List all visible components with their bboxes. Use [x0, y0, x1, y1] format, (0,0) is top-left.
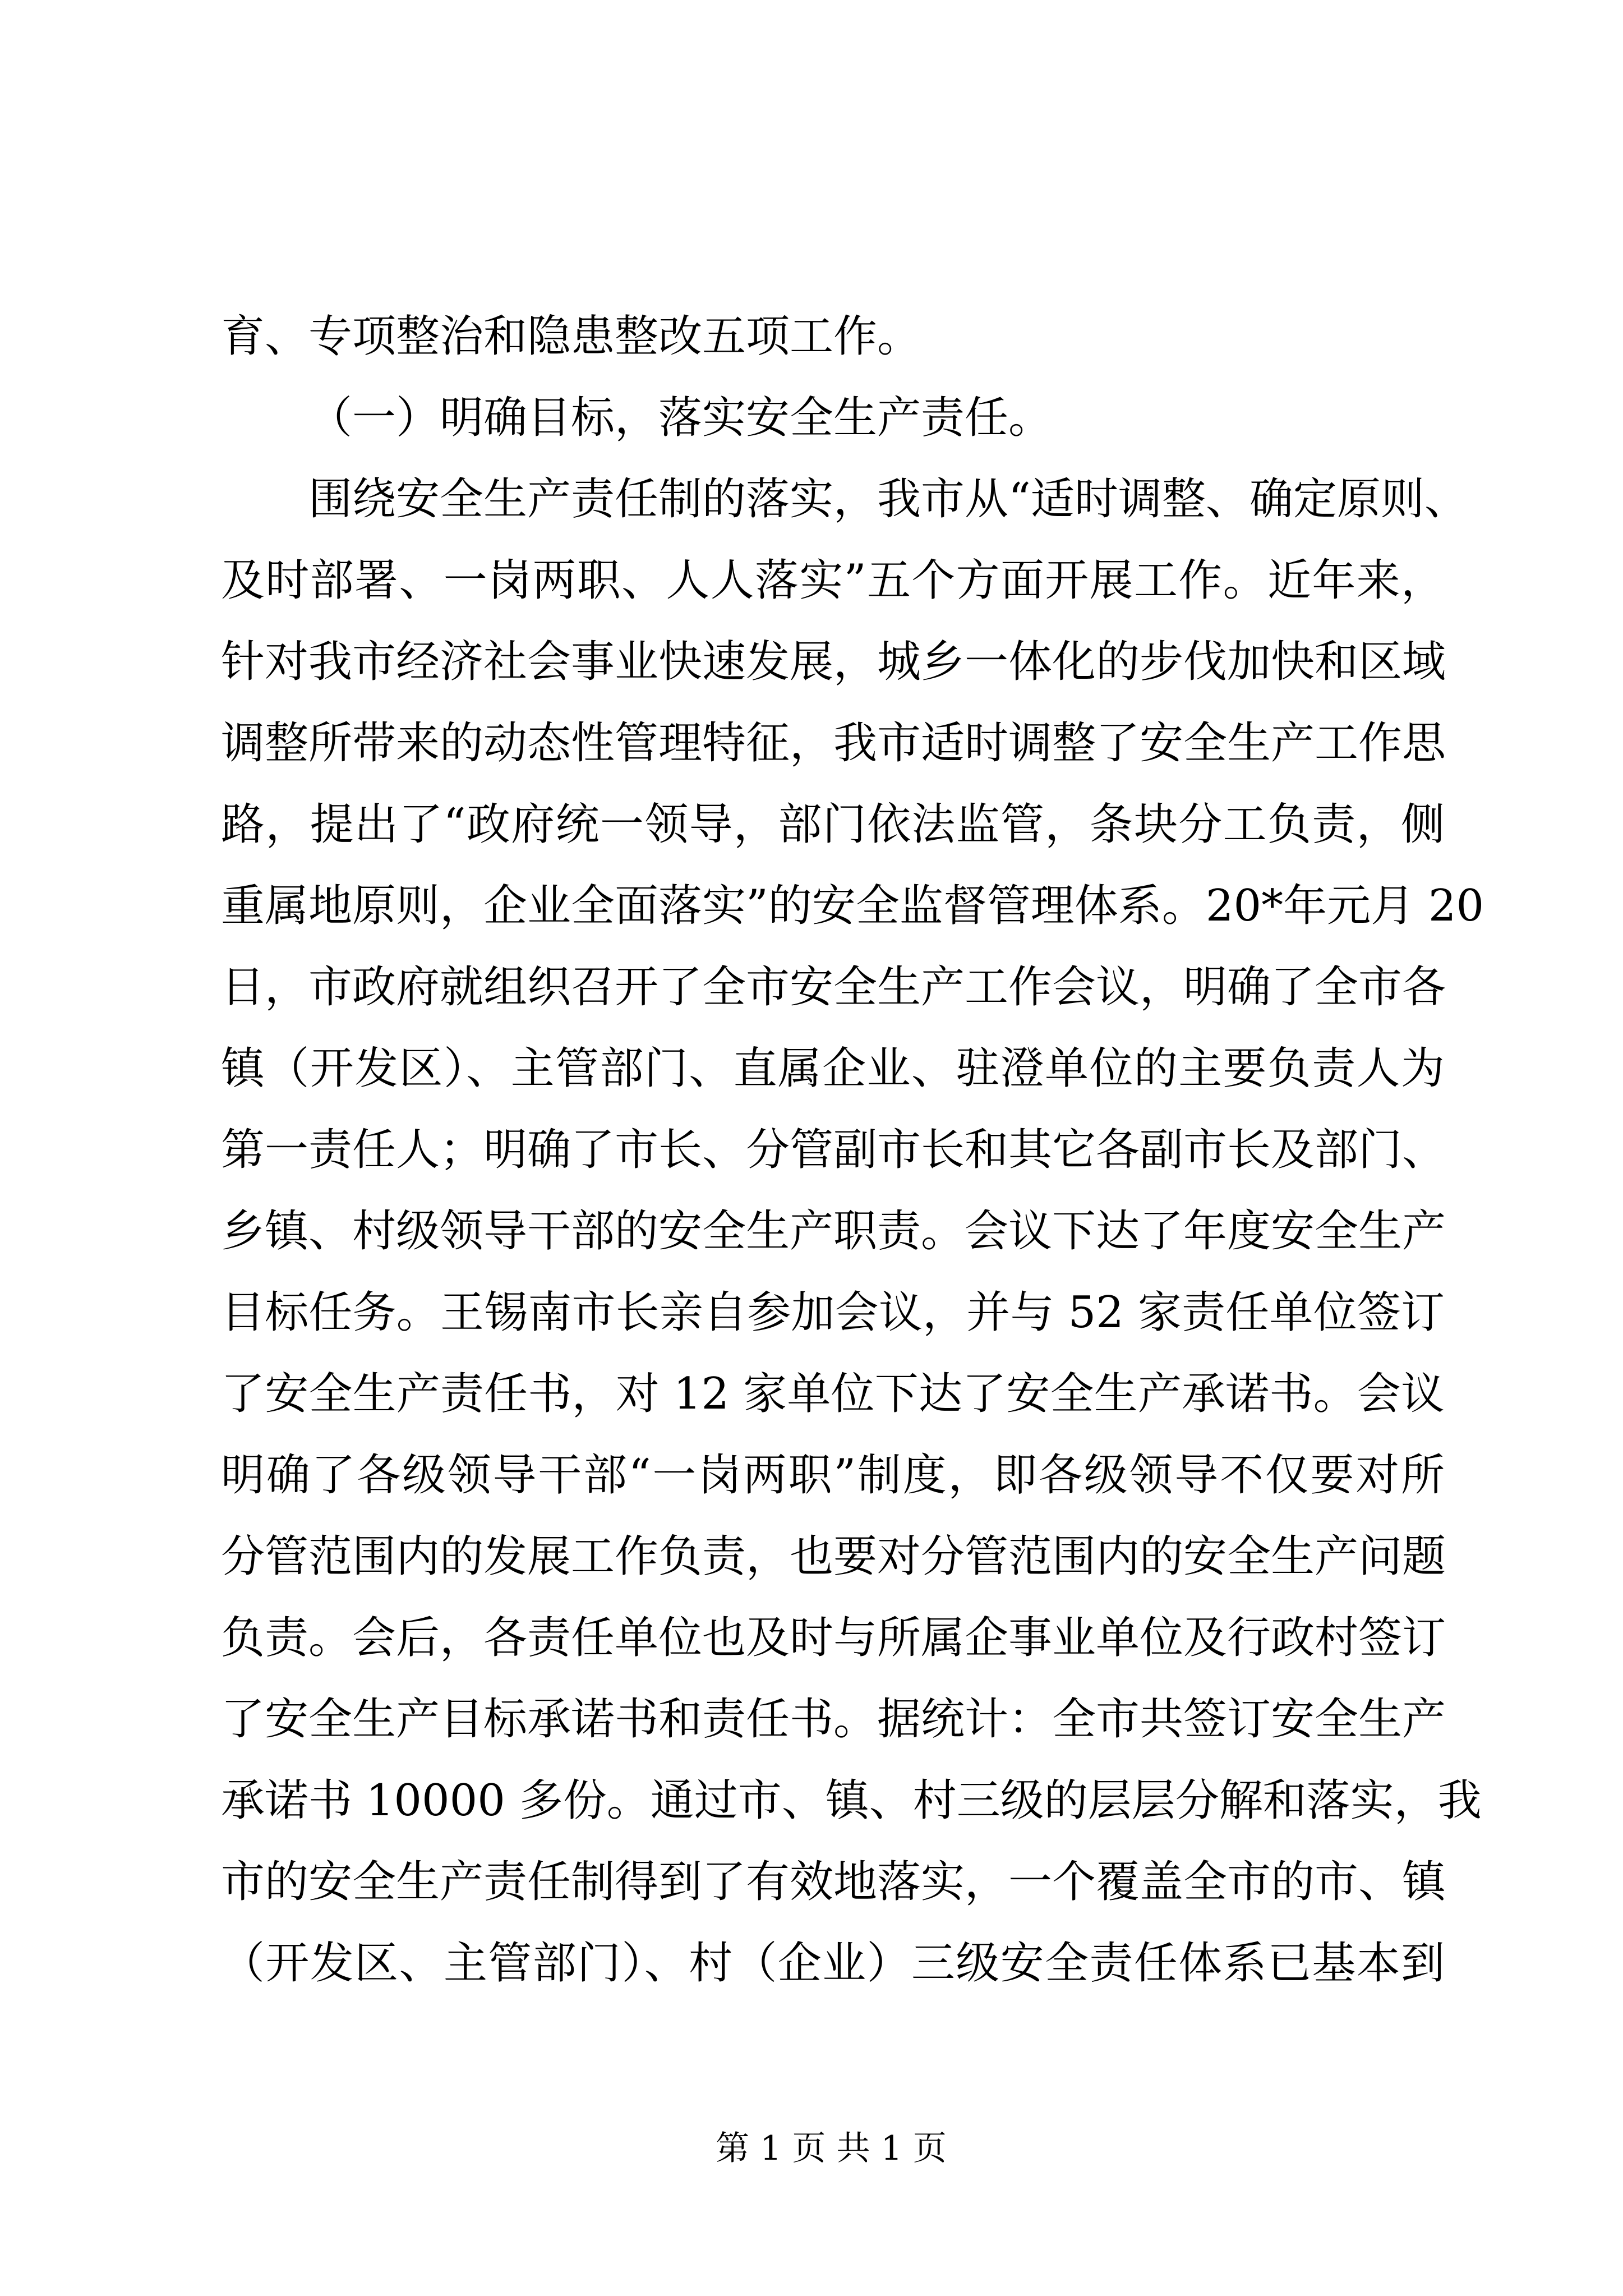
text-line: 镇（开发区）、主管部门、直属企业、驻澄单位的主要负责人为 [221, 1043, 1445, 1094]
text-line: 围绕安全生产责任制的落实，我市从“适时调整、确定原则、 [308, 474, 1468, 524]
section-heading: （一）明确目标，落实安全生产责任。 [308, 393, 1053, 443]
text-line: 乡镇、村级领导干部的安全生产职责。会议下达了年度安全生产 [221, 1206, 1446, 1257]
text-line: 明确了各级领导干部“一岗两职”制度，即各级领导不仅要对所 [221, 1450, 1445, 1501]
text-line: 日，市政府就组织召开了全市安全生产工作会议，明确了全市各 [221, 962, 1446, 1013]
text-line: 目标任务。王锡南市长亲自参加会议，并与 52 家责任单位签订 [221, 1287, 1445, 1338]
text-line: （开发区、主管部门）、村（企业）三级安全责任体系已基本到 [221, 1938, 1445, 1989]
text-line: 了安全生产目标承诺书和责任书。据统计：全市共签订安全生产 [221, 1694, 1446, 1745]
text-line: 育、专项整治和隐患整改五项工作。 [221, 311, 921, 362]
text-line: 了安全生产责任书，对 12 家单位下达了安全生产承诺书。会议 [221, 1369, 1445, 1419]
page-number-footer: 第 1 页 共 1 页 [716, 2129, 947, 2168]
text-line: 负责。会后，各责任单位也及时与所属企事业单位及行政村签订 [221, 1613, 1446, 1663]
text-line: 针对我市经济社会事业快速发展，城乡一体化的步伐加快和区域 [221, 637, 1446, 687]
document-body [221, 296, 1484, 2004]
text-line: 第一责任人；明确了市长、分管副市长和其它各副市长及部门、 [221, 1125, 1446, 1175]
text-line: 市的安全生产责任制得到了有效地落实，一个覆盖全市的市、镇 [221, 1857, 1446, 1907]
text-line: 重属地原则，企业全面落实”的安全监督管理体系。20*年元月 20 [221, 881, 1484, 931]
text-line: 承诺书 10000 多份。通过市、镇、村三级的层层分解和落实，我 [221, 1775, 1482, 1826]
text-line: 及时部署、一岗两职、人人落实”五个方面开展工作。近年来， [221, 555, 1445, 606]
text-line: 路，提出了“政府统一领导，部门依法监管，条块分工负责，侧 [221, 799, 1445, 850]
text-line: 调整所带来的动态性管理特征，我市适时调整了安全生产工作思 [221, 718, 1446, 769]
text-line: 分管范围内的发展工作负责，也要对分管范围内的安全生产问题 [221, 1531, 1446, 1582]
